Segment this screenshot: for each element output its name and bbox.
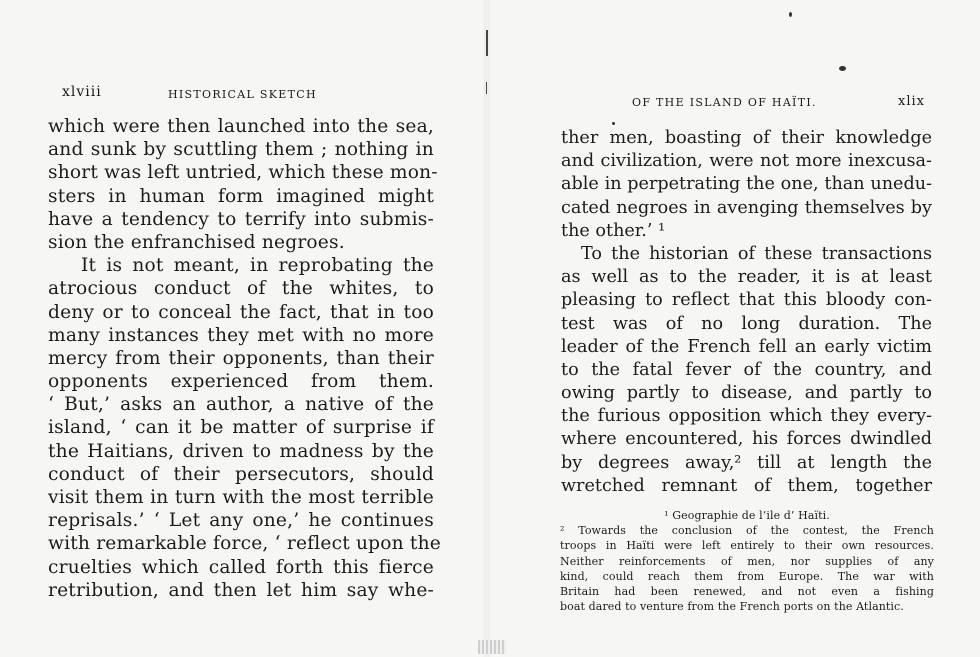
text-line: which were then launched into the sea,	[48, 116, 434, 137]
page-number: xlviii	[62, 84, 102, 100]
text-line: cated negroes in avenging themselves by	[561, 197, 932, 218]
text-line: able in perpetrating the one, than unedu-	[561, 174, 932, 195]
text-line: have a tendency to terrify into submis-	[48, 208, 434, 230]
page-number: xlix	[898, 94, 925, 109]
text-line: opponents experienced from them.	[48, 371, 434, 393]
footnote: troops in Haïti were left entirely to their own resources.	[560, 539, 934, 553]
text-line: deny or to conceal the fact, that in too	[48, 301, 434, 323]
text-line: test was of no long duration. The	[561, 313, 932, 334]
left-page	[0, 0, 488, 657]
footnote: boat dared to venture from the French ports on the Atlantic.	[560, 600, 904, 614]
text-line: pleasing to reflect that this bloody con-	[561, 290, 932, 311]
text-line: the other.’ ¹	[561, 220, 666, 241]
text-line: where encountered, his forces dwindled	[561, 429, 932, 450]
text-line: owing partly to disease, and partly to	[561, 383, 932, 404]
text-line: sters in human form imagined might	[48, 185, 434, 207]
text-line: mercy from their opponents, than their	[48, 347, 434, 369]
text-line: conduct of their persecutors, should	[48, 463, 434, 485]
footnote: Neither reinforcements of men, nor supplies of any	[560, 554, 934, 568]
text-line: by degrees away,² till at length the	[561, 452, 932, 473]
body-text	[561, 127, 932, 498]
footnote: Britain had been renewed, and not even a fishing	[560, 585, 934, 599]
running-head: HISTORICAL SKETCH	[168, 88, 317, 101]
footnote: ² Towards the conclusion of the contest, the French	[560, 524, 934, 538]
running-head: OF THE ISLAND OF HAÏTI.	[632, 96, 817, 109]
footnote: ¹ Geographie de l’ile d’ Haïti.	[664, 509, 830, 522]
text-line: the Haitians, driven to madness by the	[48, 440, 434, 462]
text-line: retribution, and then let him say whe-	[48, 579, 434, 601]
text-line: and civilization, were not more inexcusa-	[561, 151, 932, 172]
text-line: visit them in turn with the most terrible	[48, 487, 434, 508]
text-line: wretched remnant of them, together	[561, 475, 932, 496]
text-line: ‘ But,’ asks an author, a native of the	[48, 394, 434, 416]
text-line: and sunk by scuttling them ; nothing in	[48, 139, 434, 161]
text-line: island, ‘ can it be matter of surprise if	[48, 417, 434, 439]
body-text	[48, 115, 441, 602]
text-line: as well as to the reader, it is at least	[561, 267, 932, 288]
text-line: To the historian of these transactions	[581, 243, 932, 264]
text-line: many instances they met with no more	[48, 324, 434, 346]
text-line: atrocious conduct of the whites, to	[48, 278, 434, 300]
text-line: the furious opposition which they every-	[561, 406, 932, 427]
right-page	[490, 0, 980, 657]
text-line: cruelties which called forth this fierce	[48, 556, 434, 578]
footnote: kind, could reach them from Europe. The war with	[560, 569, 934, 583]
text-line: sion the enfranchised negroes.	[48, 231, 345, 253]
text-line: short was left untried, which these mon-	[48, 162, 438, 184]
text-line: with remarkable force, ‘ reflect upon the	[48, 533, 441, 555]
text-line: leader of the French fell an early victim	[561, 336, 932, 357]
text-line: It is not meant, in reprobating the	[81, 255, 434, 277]
text-line: reprisals.’ ‘ Let any one,’ he continues	[48, 510, 434, 532]
text-line: ther men, boasting of their knowledge	[561, 128, 932, 148]
text-line: to the fatal fever of the country, and	[561, 359, 932, 380]
footnotes	[560, 508, 934, 614]
